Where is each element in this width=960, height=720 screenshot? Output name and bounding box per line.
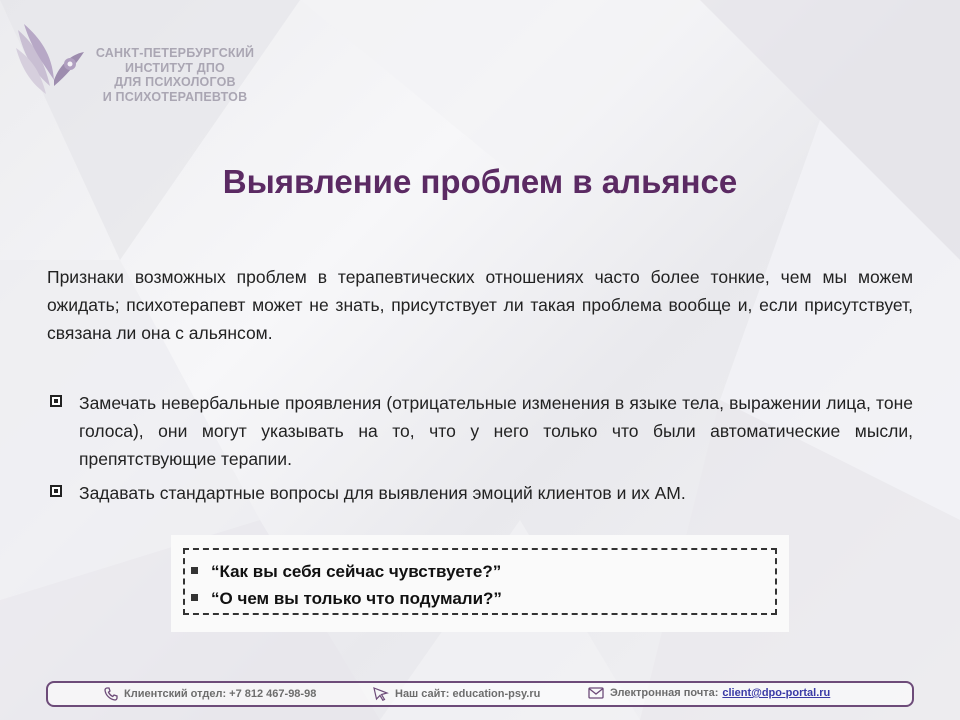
- questions-image: [171, 535, 789, 632]
- logo-line: САНКТ-ПЕТЕРБУРГСКИЙ: [95, 46, 255, 60]
- phone-label: Клиентский отдел: +7 812 467-98-98: [124, 688, 317, 700]
- slide-title: Выявление проблем в альянсе: [222, 163, 738, 200]
- phone-icon: [104, 687, 118, 701]
- checkbox-bullet-icon: [50, 395, 62, 407]
- bullet-list: [47, 389, 913, 507]
- logo-text: [90, 46, 260, 104]
- footer-site: [373, 687, 540, 701]
- site-label: Наш сайт: education-psy.ru: [395, 688, 541, 700]
- bullet-text: Задавать стандартные вопросы для выявления эмоций клиентов и их АМ.: [79, 483, 686, 503]
- intro-paragraph: Признаки возможных проблем в терапевтических отношениях часто более тонкие, чем мы можем ожидать; психотерапевт может не знать, присутствует ли такая проблема вообще и, если присутствует, связана ли она с альянсом.: [47, 267, 913, 343]
- footer-email: [588, 687, 830, 699]
- square-bullet-icon: [191, 567, 198, 574]
- questions-dashed-box: [183, 548, 777, 615]
- institute-logo: [14, 24, 254, 114]
- logo-line: ИНСТИТУТ ДПО: [125, 60, 225, 75]
- bullet-text: Замечать невербальные проявления (отрицательные изменения в языке тела, выражении лица, тоне голоса), они могут указывать на то, что у него только что были автоматические мысли, препятствующие терапии.: [79, 393, 913, 469]
- email-link[interactable]: client@dpo-portal.ru: [722, 687, 831, 699]
- logo-line: И ПСИХОТЕРАПЕВТОВ: [102, 89, 248, 104]
- square-bullet-icon: [191, 594, 198, 601]
- question-text: “Как вы себя сейчас чувствуете?”: [211, 562, 502, 581]
- checkbox-bullet-icon: [50, 485, 62, 497]
- email-prefix: Электронная почта:: [610, 687, 719, 699]
- question-item: [211, 585, 775, 612]
- logo-line: ДЛЯ ПСИХОЛОГОВ: [114, 75, 236, 89]
- owl-wings-icon: [14, 24, 92, 104]
- footer-phone: [104, 687, 316, 701]
- bullet-item: [47, 389, 913, 473]
- contact-footer: [46, 681, 914, 707]
- cursor-icon: [373, 687, 389, 701]
- bullet-item: [47, 479, 913, 507]
- question-item: [211, 558, 775, 585]
- question-text: “О чем вы только что подумали?”: [211, 589, 502, 608]
- envelope-icon: [588, 687, 604, 699]
